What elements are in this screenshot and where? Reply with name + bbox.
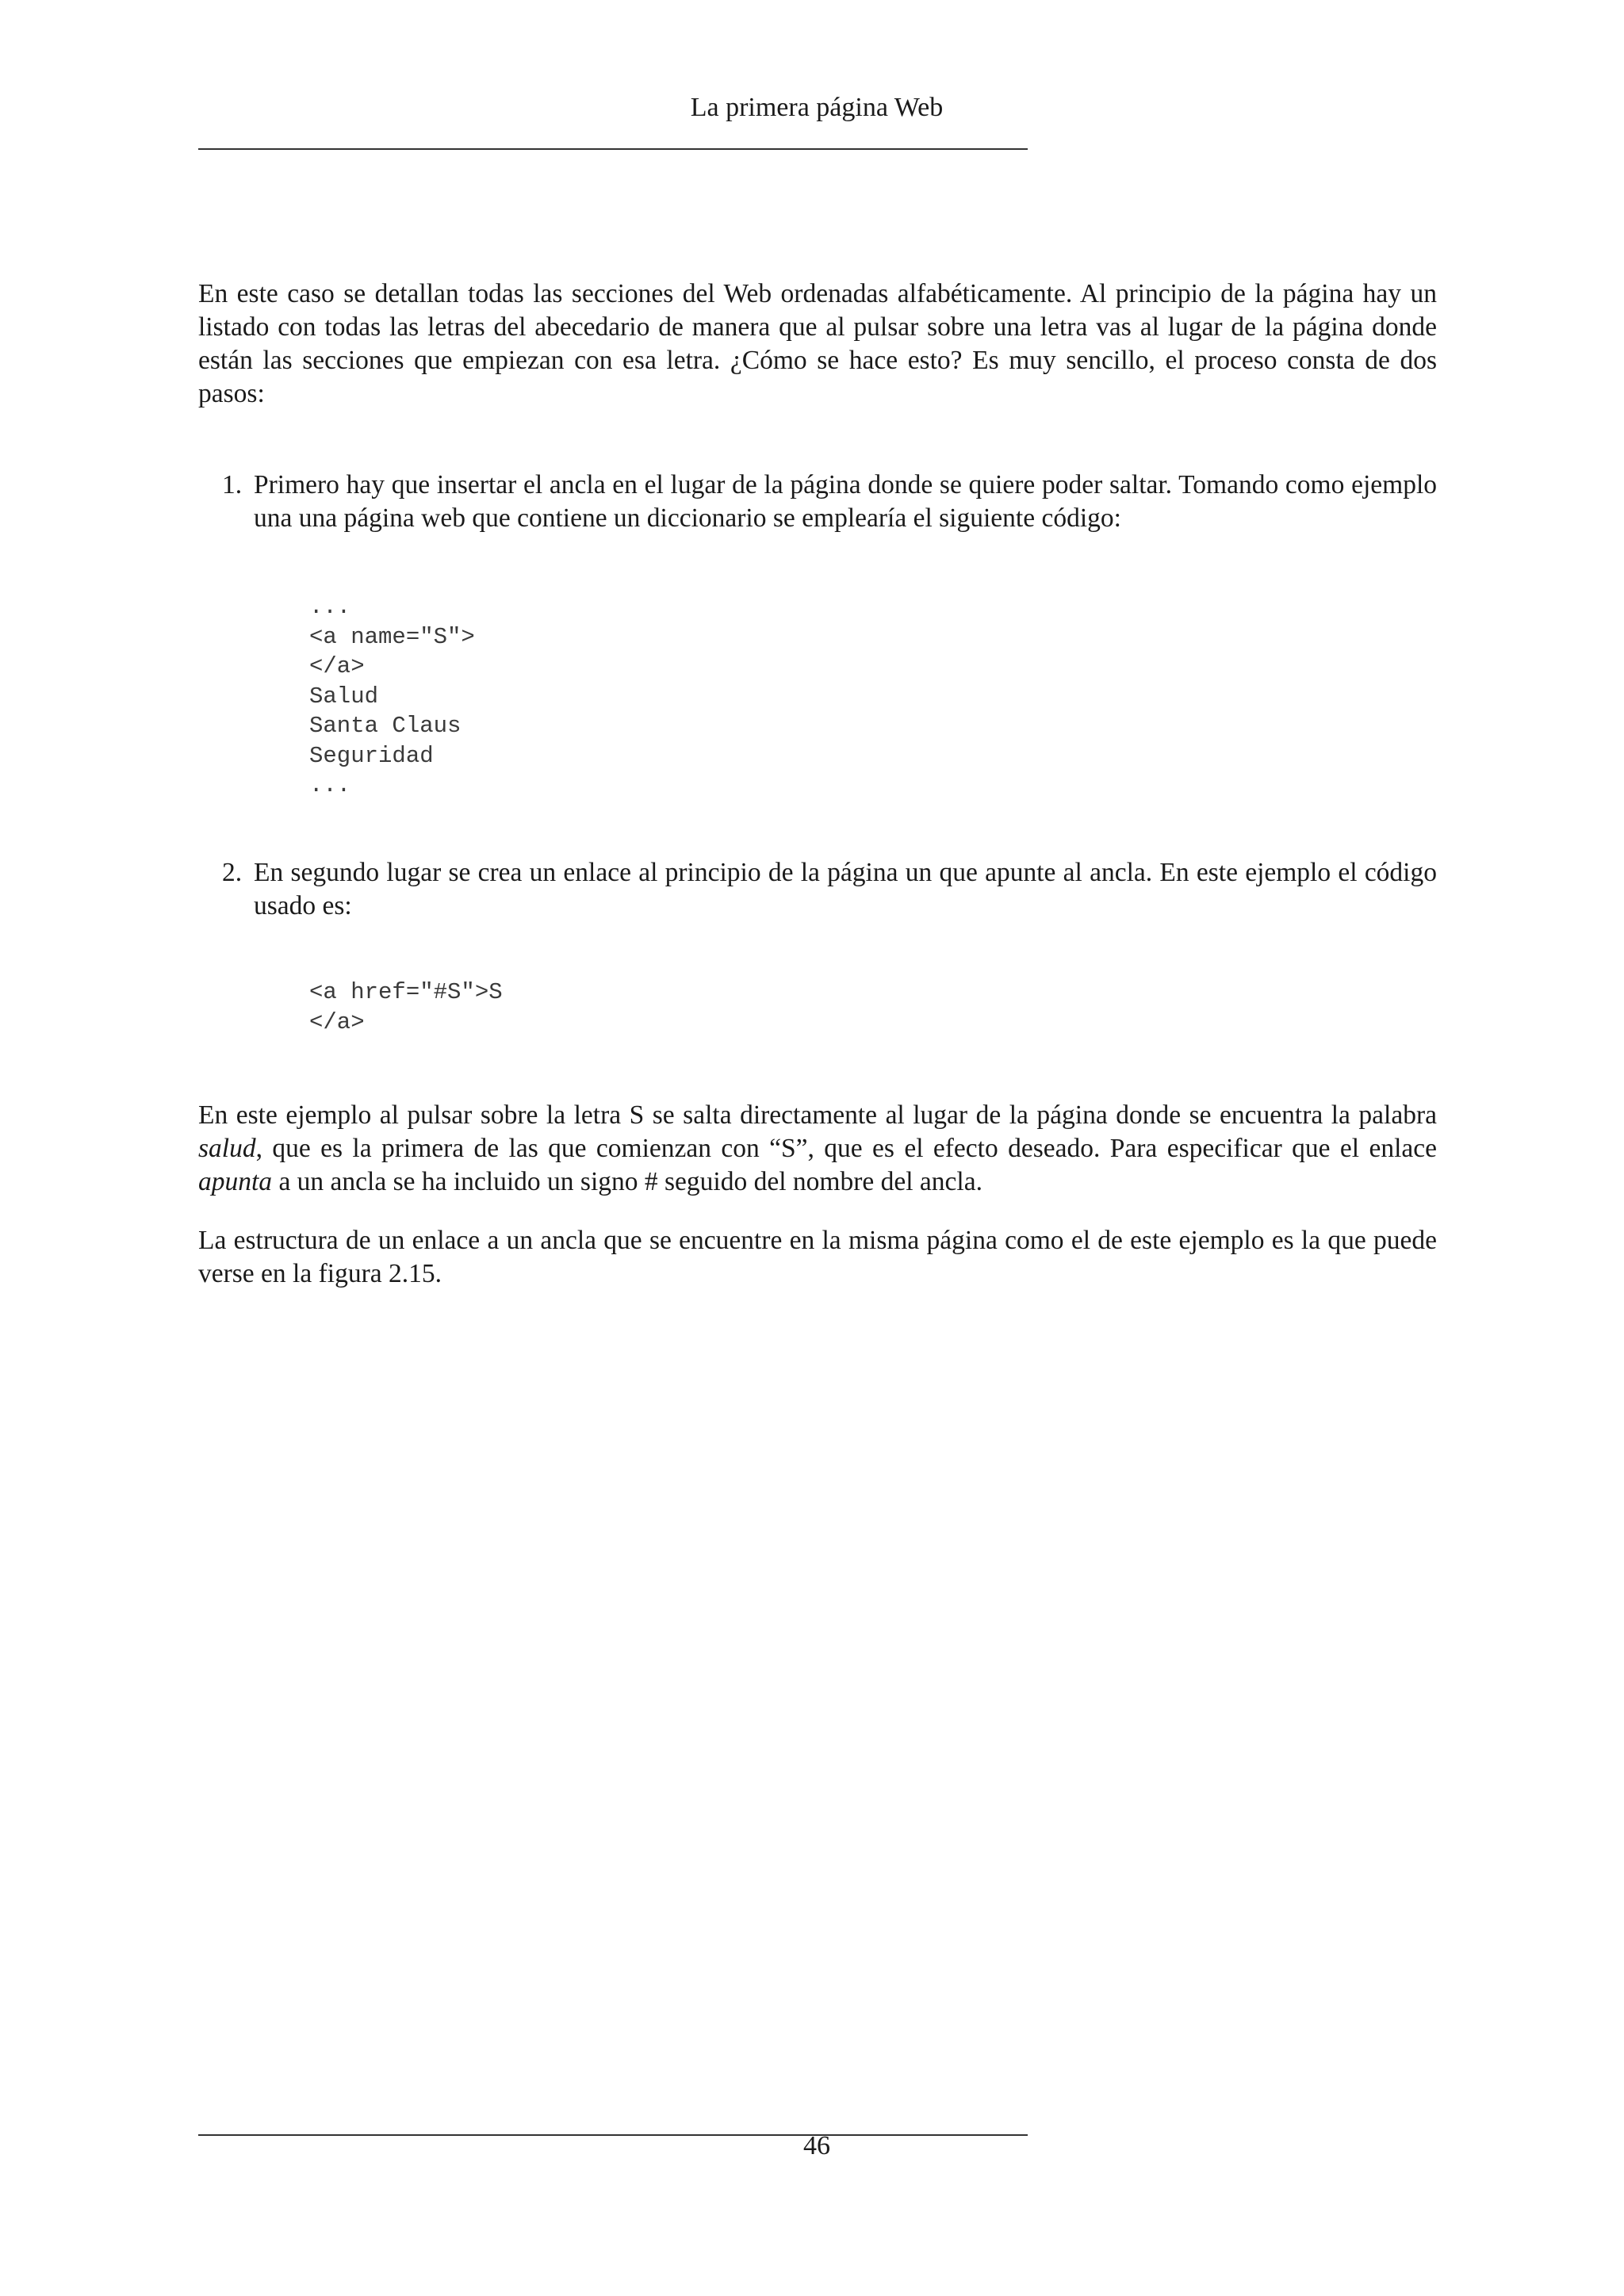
emphasis-salud: salud	[198, 1134, 256, 1163]
code-block-anchor	[309, 592, 475, 801]
list-item-step-1	[222, 469, 1437, 535]
list-item-number: 2.	[222, 858, 243, 887]
footer-rule	[198, 2134, 1028, 2136]
code-line: Santa Claus	[309, 713, 462, 739]
explanation-paragraph	[198, 1099, 1437, 1199]
explanation-text: a un ancla se ha incluido un signo # seguido del nombre del ancla.	[272, 1167, 982, 1196]
explanation-text: , que es la primera de las que comienzan con “S”, que es el efecto deseado. Para especificar que el enlace	[255, 1134, 1437, 1163]
list-item-number: 1.	[222, 470, 243, 499]
code-line: Seguridad	[309, 742, 434, 769]
code-line: </a>	[309, 653, 365, 679]
structure-paragraph: La estructura de un enlace a un ancla que se encuentre en la misma página como el de este ejemplo es la que puede verse en la figura 2.15.	[198, 1226, 1437, 1288]
code-line: ...	[309, 594, 351, 620]
page-number: 46	[803, 2131, 830, 2160]
explanation-text: En este ejemplo al pulsar sobre la letra S se salta directamente al lugar de la página donde se encuentra la palabra	[198, 1100, 1437, 1130]
emphasis-apunta: apunta	[198, 1167, 273, 1196]
code-line: <a href="#S">S	[309, 979, 503, 1005]
list-item-step-2	[222, 856, 1437, 923]
page-header-title: La primera página Web	[690, 93, 944, 122]
code-line: ...	[309, 772, 351, 798]
header-rule	[198, 148, 1028, 150]
list-item-text: Primero hay que insertar el ancla en el lugar de la página donde se quiere poder saltar. Tomando como ejemplo una una página web que contiene un diccionario se emplearía el siguiente código:	[254, 470, 1437, 533]
code-line: </a>	[309, 1008, 365, 1035]
code-block-link	[309, 978, 503, 1037]
intro-paragraph: En este caso se detallan todas las secciones del Web ordenadas alfabéticamente. Al principio de la página hay un listado con todas las letras del abecedario de manera que al pulsar sobre una letra vas al lugar de la página donde están las secciones que empiezan con esa letra. ¿Cómo se hace esto? Es muy sencillo, el proceso consta de dos pasos:	[198, 279, 1437, 408]
code-line: Salud	[309, 683, 379, 710]
list-item-text: En segundo lugar se crea un enlace al principio de la página un que apunte al ancla. En este ejemplo el código usado es:	[254, 858, 1437, 920]
code-line: <a name="S">	[309, 623, 475, 650]
